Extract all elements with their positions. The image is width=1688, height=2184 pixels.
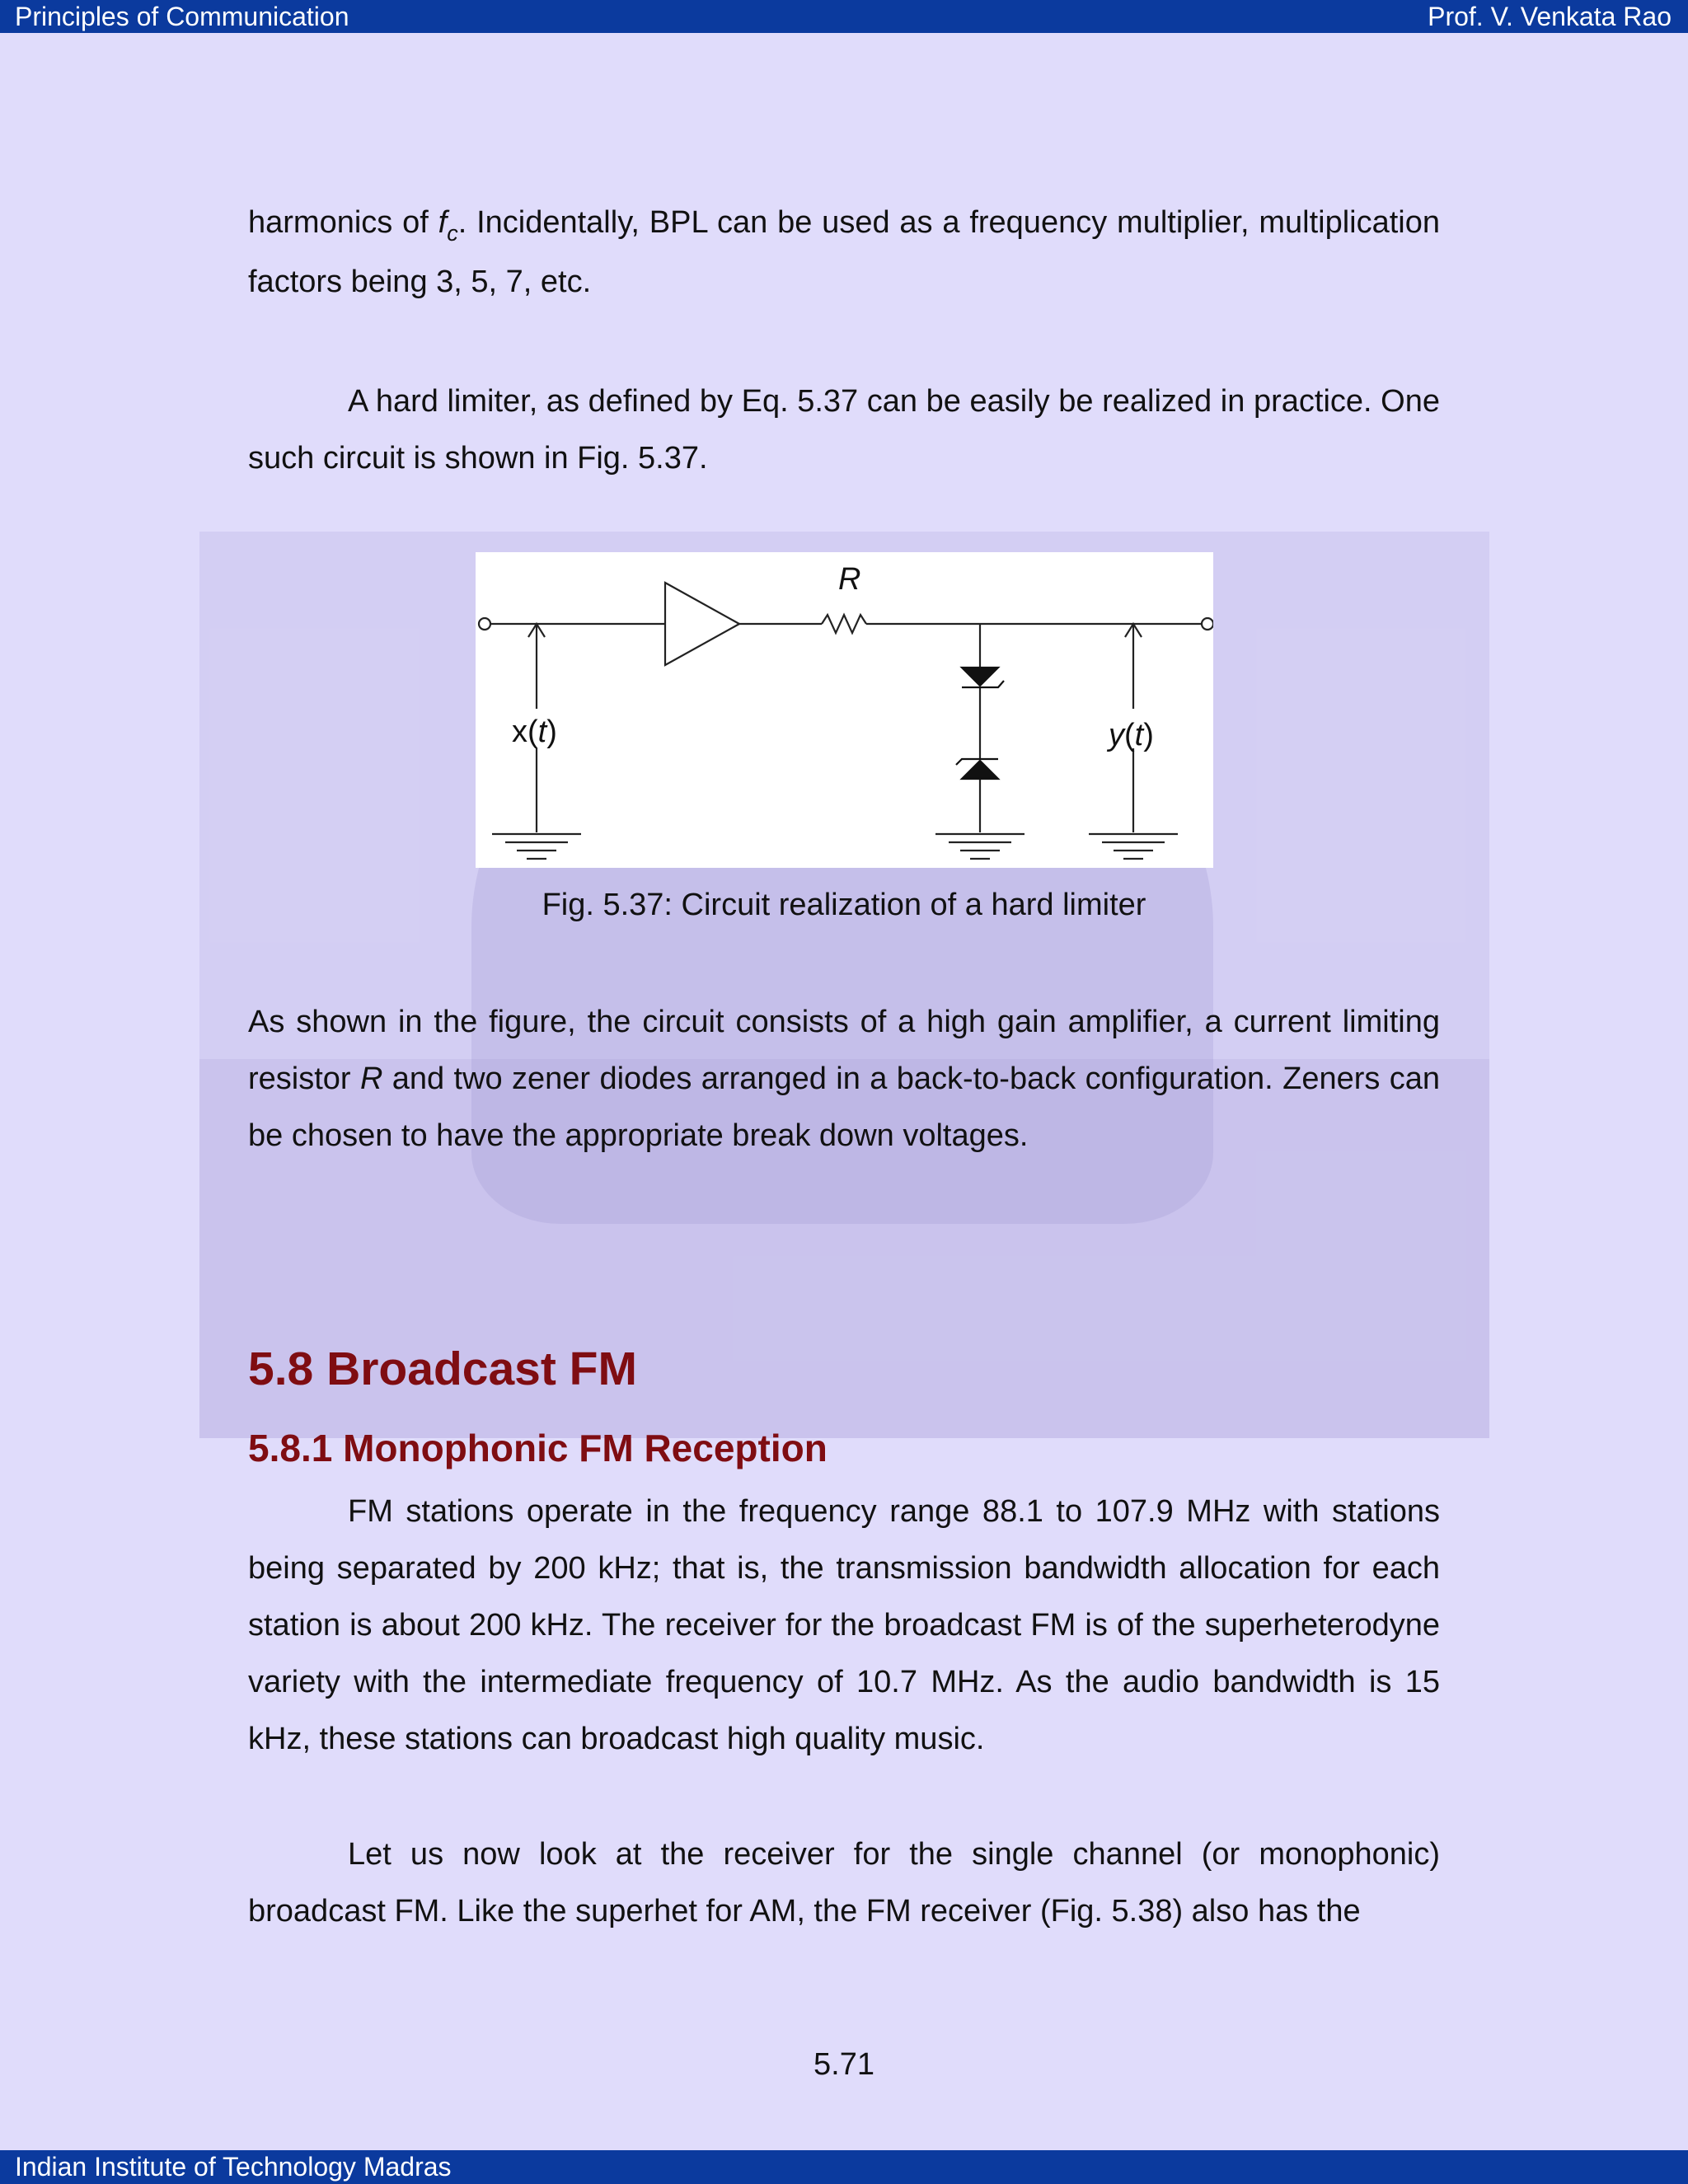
- math-subscript-c: c: [447, 221, 458, 246]
- math-symbol-f: f: [438, 205, 448, 240]
- section-heading: 5.8 Broadcast FM: [248, 1343, 637, 1395]
- paragraph-hard-limiter: [248, 373, 1440, 487]
- circuit-diagram: [476, 552, 1213, 868]
- paragraph-monophonic: [248, 1826, 1440, 1940]
- resistor-zigzag: [822, 615, 866, 633]
- resistor-label: R: [838, 562, 861, 597]
- figure-caption: Fig. 5.37: Circuit realization of a hard limiter: [542, 888, 1146, 922]
- para-text: FM stations operate in the frequency range 88.1 to 107.9 MHz with stations being separated by 200 kHz; that is, the transmission bandwidth allocation for each station is about 200 kHz. The receiver for the broadcast FM is of the superheterodyne variety with the intermediate frequency of 10.7 MHz. As the audio bandwidth is 15 kHz, these stations can broadcast high quality music.: [248, 1494, 1440, 1756]
- para-text: Let us now look at the receiver for the single channel (or monophonic) broadcast FM. Like the superhet for AM, the FM receiver (Fig. 5.38) also has the: [248, 1837, 1440, 1929]
- math-symbol-R: R: [359, 1062, 383, 1096]
- footer-institute: Indian Institute of Technology Madras: [15, 2152, 452, 2182]
- input-terminal: [479, 618, 490, 630]
- header-bar: [0, 0, 1688, 33]
- output-terminal: [1202, 618, 1213, 630]
- input-signal-label: x(t): [512, 715, 557, 749]
- footer-bar: [0, 2150, 1688, 2184]
- para-text: . Incidentally, BPL can be used as a frequency multiplier, multiplication factors being 3, 5, 7, etc.: [248, 205, 1441, 299]
- zener-diode-upper: [962, 668, 998, 686]
- amplifier-triangle: [665, 583, 739, 665]
- para-text: and two zener diodes arranged in a back-to-back configuration. Zeners can be chosen to have the appropriate break down voltages.: [248, 1062, 1440, 1153]
- zener-diode-lower: [962, 761, 998, 779]
- paragraph-fm-stations: [248, 1483, 1440, 1768]
- paragraph-harmonics: [248, 194, 1440, 311]
- header-title: Principles of Communication: [15, 2, 349, 31]
- page-number: 5.71: [814, 2047, 874, 2082]
- paragraph-circuit-description: [248, 994, 1440, 1165]
- para-text: A hard limiter, as defined by Eq. 5.37 can be easily be realized in practice. One such circuit is shown in Fig. 5.37.: [248, 384, 1440, 476]
- circuit-figure: [476, 552, 1213, 868]
- output-signal-label: y(t): [1109, 718, 1154, 752]
- subsection-heading: 5.8.1 Monophonic FM Reception: [248, 1427, 828, 1469]
- para-text: As shown in the figure, the circuit consists of a high gain amplifier, a current limiting resistor: [248, 1005, 1440, 1096]
- para-text: harmonics of: [248, 205, 438, 240]
- header-author: Prof. V. Venkata Rao: [1428, 2, 1672, 31]
